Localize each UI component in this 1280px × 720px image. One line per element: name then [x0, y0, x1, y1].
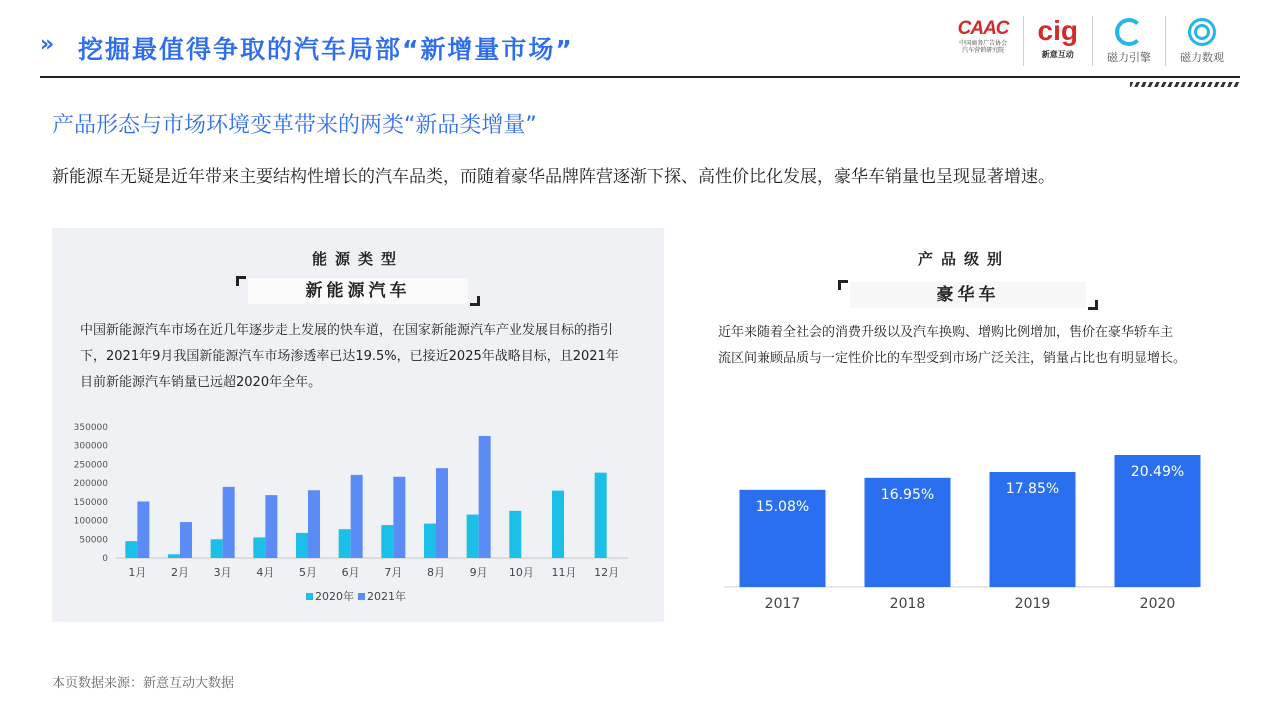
target-ring-icon — [1188, 18, 1216, 46]
luxury-description — [718, 320, 1186, 372]
partner-logos — [944, 16, 1238, 68]
nev-desc-line-1: 中国新能源汽车市场在近几年逐步走上发展的快车道，在国家新能源汽车产业发展目标的指引 — [80, 323, 614, 338]
y-tick-label: 200000 — [73, 479, 108, 490]
page-title: 挖掘最值得争取的汽车局部“新增量市场” — [78, 35, 574, 64]
x-tick-label: 2019 — [1014, 596, 1051, 612]
x-tick-label: 4月 — [256, 566, 275, 579]
bar-value-label: 20.49% — [1130, 464, 1185, 480]
bar-2021年-7月 — [393, 477, 405, 558]
bar-2020年-9月 — [467, 515, 479, 558]
y-tick-label: 0 — [102, 554, 108, 564]
intro-text: 新能源车无疑是近年带来主要结构性增长的汽车品类，而随着豪华品牌阵营逐渐下探、高性价比化发展，豪华车销量也呈现显著增速。 — [52, 167, 1055, 187]
bar-2021年-3月 — [223, 487, 235, 558]
bar-2021年-8月 — [436, 468, 448, 558]
x-tick-label: 12月 — [594, 566, 620, 579]
bar-2021年-4月 — [265, 495, 277, 558]
x-tick-label: 11月 — [551, 566, 577, 579]
nev-desc-line-2: 下，2021年9月我国新能源汽车市场渗透率已达19.5%，已接近2025年战略目标，且2021年 — [80, 349, 619, 364]
bar-2020年-8月 — [424, 524, 436, 558]
y-tick-label: 100000 — [73, 516, 108, 527]
energy-type-label: 能源类型 — [311, 250, 404, 268]
cig-logo-sub: 新意互动 — [1041, 50, 1074, 59]
bar-2020年-12月 — [595, 473, 607, 558]
bracket-br-icon — [470, 296, 480, 306]
bracket-tl-icon — [236, 276, 246, 286]
cili-yinqing-label: 磁力引擎 — [1107, 51, 1151, 64]
bar-2021年-9月 — [479, 436, 491, 558]
bar-2020年-1月 — [125, 541, 137, 558]
bar-2020年-3月 — [211, 539, 223, 558]
legend-swatch-2021年 — [358, 593, 365, 600]
bar-2021年-2月 — [180, 522, 192, 558]
energy-type-panel — [52, 228, 664, 622]
luxury-tag-label: 豪华车 — [936, 285, 1000, 305]
bar-value-label: 16.95% — [880, 486, 935, 503]
double-chevron-icon: » — [40, 32, 49, 57]
bar-2020年-2月 — [168, 554, 180, 558]
y-tick-label: 250000 — [73, 460, 108, 471]
nev-description — [80, 318, 619, 396]
nev-sales-chart — [52, 416, 664, 616]
cig-logo-mark: cig — [1037, 15, 1078, 46]
bar-value-label: 15.08% — [755, 498, 810, 515]
product-level-label: 产品级别 — [917, 250, 1010, 268]
legend-swatch-2020年 — [306, 593, 313, 600]
x-tick-label: 6月 — [341, 566, 360, 579]
y-tick-label: 350000 — [73, 423, 108, 433]
caac-logo — [944, 16, 1023, 66]
x-tick-label: 3月 — [213, 566, 232, 579]
x-tick-label: 9月 — [469, 566, 488, 579]
x-tick-label: 2月 — [171, 566, 189, 579]
cili-shuguan-label: 磁力数观 — [1180, 51, 1224, 64]
x-tick-label: 2018 — [889, 596, 926, 612]
x-tick-label: 10月 — [508, 566, 534, 579]
bar-2020年-10月 — [509, 511, 521, 558]
x-tick-label: 2020 — [1139, 596, 1176, 612]
section-subtitle: 产品形态与市场环境变革带来的两类“新品类增量” — [52, 113, 537, 138]
x-tick-label: 2017 — [764, 596, 801, 612]
y-tick-label: 300000 — [73, 441, 108, 452]
bar-2021年-1月 — [137, 501, 149, 558]
bracket-br-icon — [1088, 300, 1098, 310]
bar-2021年-5月 — [308, 490, 320, 558]
luxury-tag — [850, 282, 1086, 308]
cili-yinqing-logo — [1092, 16, 1165, 66]
bar-2020年-4月 — [253, 537, 265, 558]
hatch-decoration — [1130, 82, 1240, 87]
legend-label: 2021年 — [367, 590, 406, 603]
cili-shuguan-logo — [1165, 16, 1238, 66]
bar-2021年-6月 — [351, 475, 363, 558]
product-level-panel — [704, 228, 1224, 622]
bar-2020年-11月 — [552, 491, 564, 558]
cig-logo — [1023, 16, 1092, 66]
x-tick-label: 8月 — [427, 566, 445, 579]
bar-2020年-5月 — [296, 533, 308, 558]
legend-label: 2020年 — [315, 590, 354, 603]
nev-tag — [248, 278, 468, 304]
bar-2020年-7月 — [381, 525, 393, 558]
caac-logo-sub-1: 中国商务广告协会 — [959, 40, 1008, 47]
y-tick-label: 50000 — [79, 535, 108, 546]
luxury-share-chart — [704, 438, 1224, 622]
data-source: 本页数据来源：新意互动大数据 — [52, 676, 235, 691]
x-tick-label: 5月 — [299, 566, 317, 579]
nev-desc-line-3: 目前新能源汽车销量已远超2020年全年。 — [80, 375, 322, 390]
bar-value-label: 17.85% — [1005, 481, 1060, 498]
c-ring-icon — [1115, 18, 1143, 46]
header-divider — [40, 76, 1240, 78]
bar-2020年-6月 — [339, 529, 351, 558]
x-tick-label: 7月 — [384, 566, 403, 579]
luxury-desc-line-1: 近年来随着全社会的消费升级以及汽车换购、增购比例增加，售价在豪华轿车主 — [718, 325, 1174, 340]
caac-logo-mark: CAAC — [957, 18, 1009, 39]
luxury-desc-line-2: 流区间兼顾品质与一定性价比的车型受到市场广泛关注，销量占比也有明显增长。 — [718, 351, 1187, 366]
bracket-tl-icon — [838, 280, 848, 290]
caac-logo-sub-2: 汽车营销研究院 — [962, 47, 1005, 54]
x-tick-label: 1月 — [128, 566, 147, 579]
y-tick-label: 150000 — [73, 497, 108, 508]
nev-tag-label: 新能源汽车 — [305, 281, 411, 301]
